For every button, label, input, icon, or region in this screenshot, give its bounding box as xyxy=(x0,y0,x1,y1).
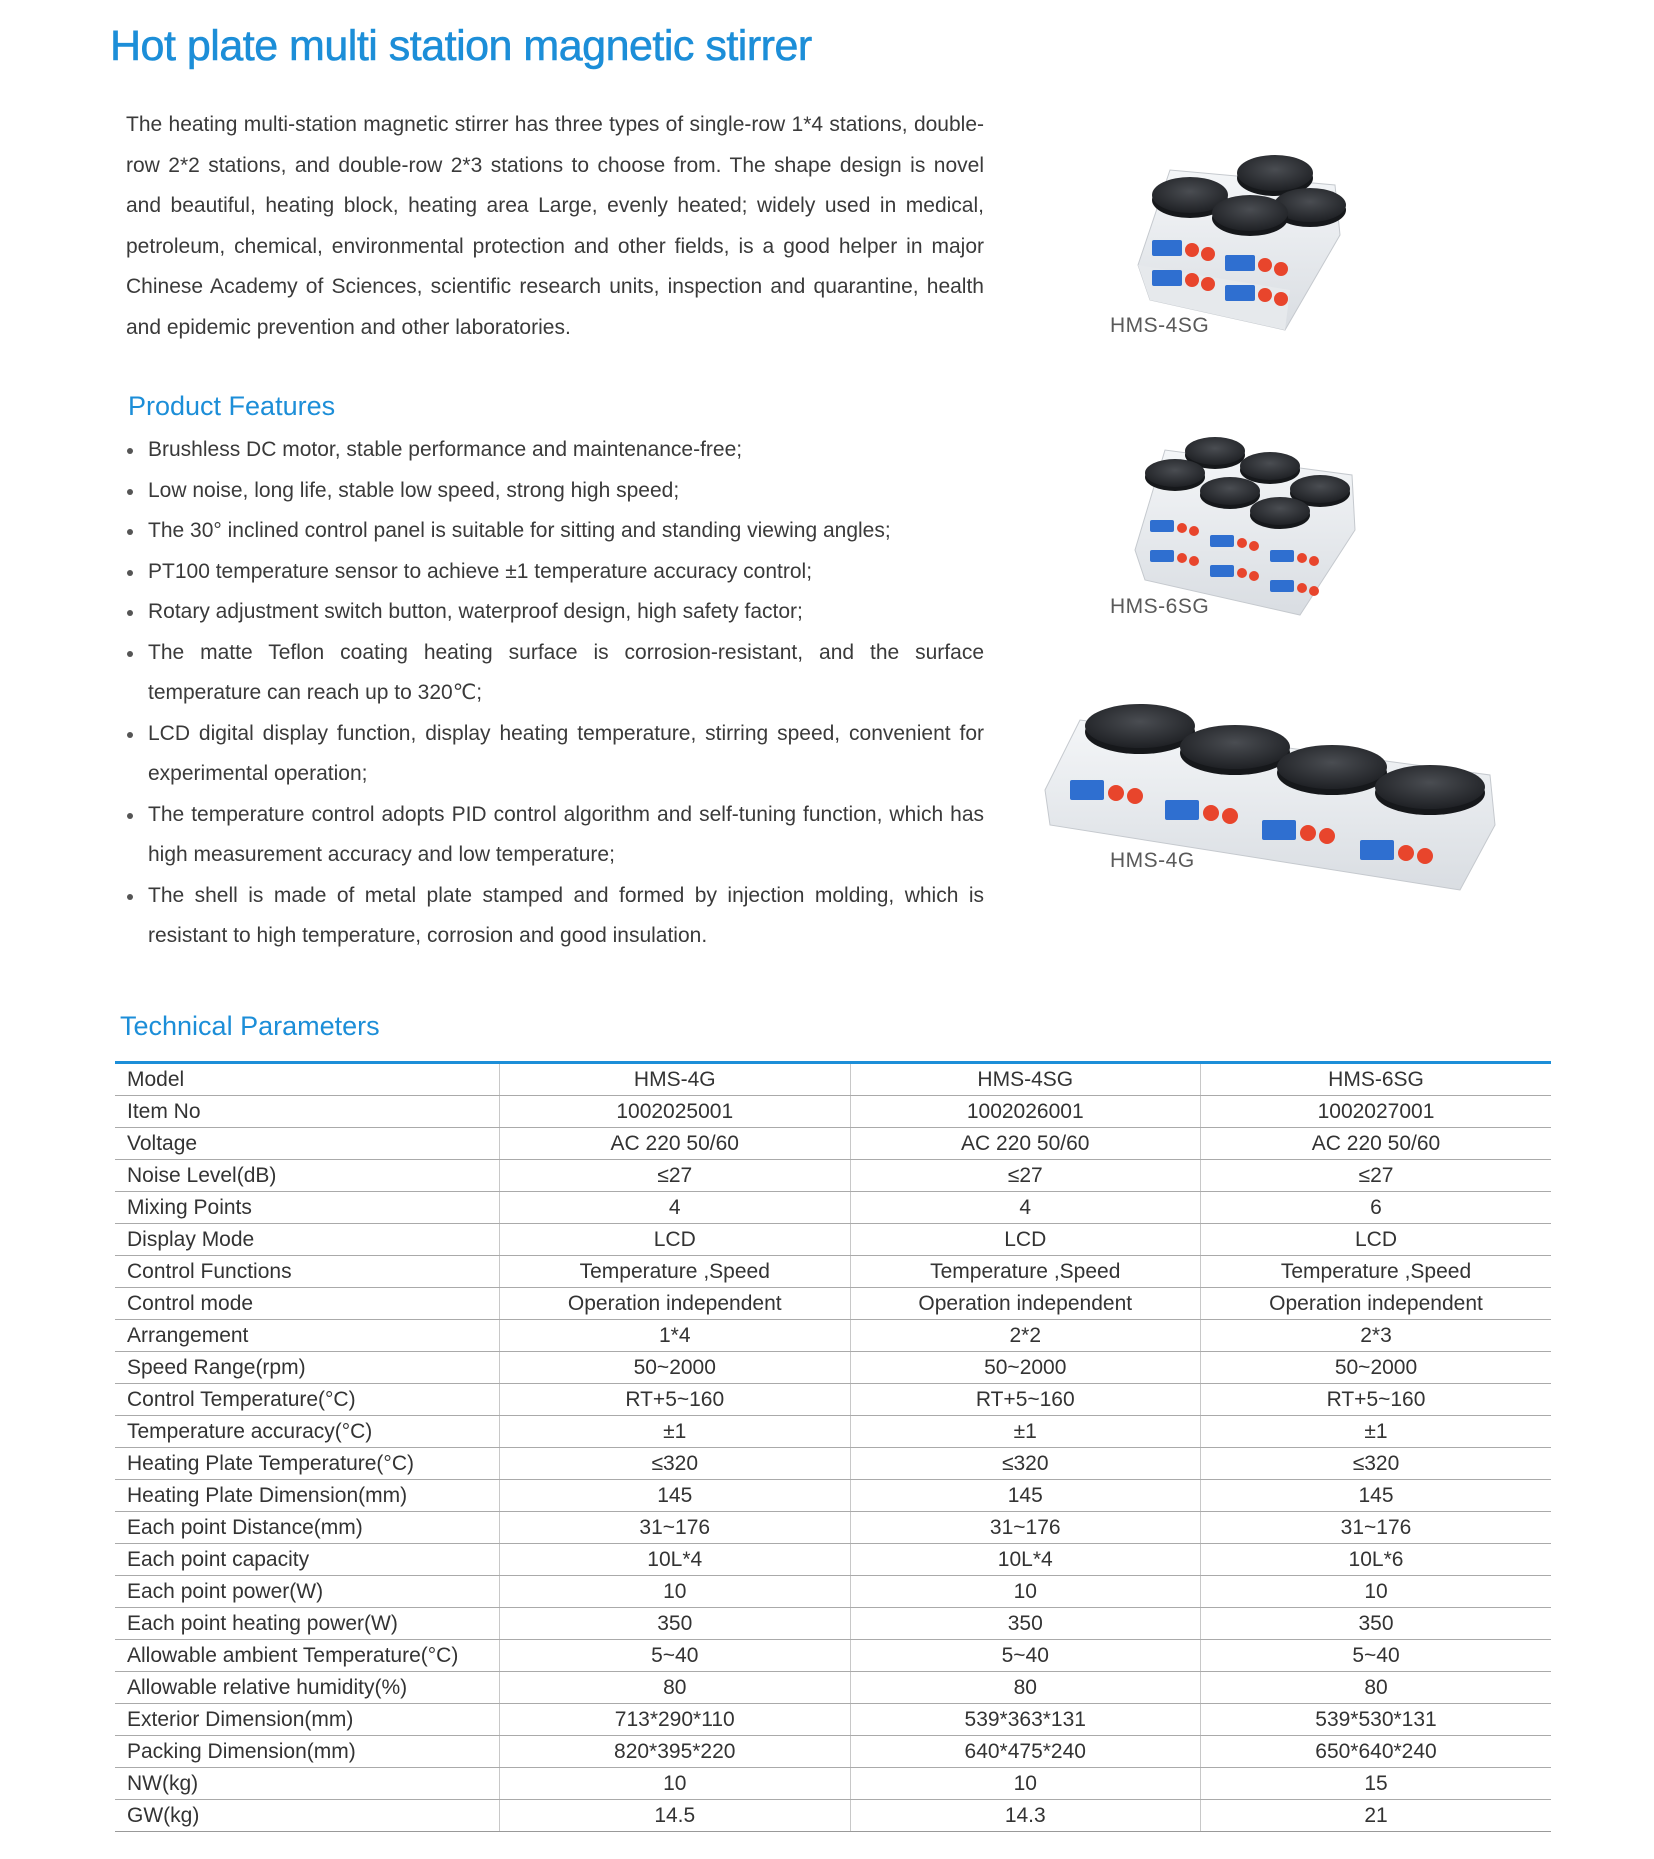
features-list xyxy=(124,430,984,957)
param-value: ≤320 xyxy=(1201,1448,1552,1480)
param-value: HMS-4SG xyxy=(850,1064,1201,1096)
feature-item: Rotary adjustment switch button, waterproof design, high safety factor; xyxy=(124,592,984,633)
param-value: Operation independent xyxy=(1201,1288,1552,1320)
param-value: 820*395*220 xyxy=(500,1736,851,1768)
param-value: 80 xyxy=(1201,1672,1552,1704)
table-row xyxy=(115,1512,1551,1544)
table-row xyxy=(115,1224,1551,1256)
param-value: LCD xyxy=(850,1224,1201,1256)
param-label: GW(kg) xyxy=(115,1800,500,1832)
param-label: Control Temperature(°C) xyxy=(115,1384,500,1416)
product-image-hms-4sg xyxy=(1130,140,1350,340)
feature-item: LCD digital display function, display heating temperature, stirring speed, convenient for experimental operation; xyxy=(124,714,984,795)
intro-paragraph: The heating multi-station magnetic stirrer has three types of single-row 1*4 stations, double-row 2*2 stations, and double-row 2*3 stations to choose from. The shape design is novel and beautiful, heating block, heating area Large, evenly heated; widely used in medical, petroleum, chemical, environmental protection and other fields, is a good helper in major Chinese Academy of Sciences, scientific research units, inspection and quarantine, health and epidemic prevention and other laboratories. xyxy=(126,113,984,339)
param-label: Heating Plate Dimension(mm) xyxy=(115,1480,500,1512)
param-value: ±1 xyxy=(500,1416,851,1448)
feature-item: Low noise, long life, stable low speed, strong high speed; xyxy=(124,471,984,512)
param-value: 80 xyxy=(500,1672,851,1704)
feature-item: PT100 temperature sensor to achieve ±1 temperature accuracy control; xyxy=(124,552,984,593)
table-row xyxy=(115,1256,1551,1288)
param-value: AC 220 50/60 xyxy=(500,1128,851,1160)
param-value: 4 xyxy=(850,1192,1201,1224)
table-row xyxy=(115,1800,1551,1832)
param-value: ±1 xyxy=(850,1416,1201,1448)
param-value: ≤27 xyxy=(850,1160,1201,1192)
param-value: 640*475*240 xyxy=(850,1736,1201,1768)
param-value: RT+5~160 xyxy=(850,1384,1201,1416)
param-value: 50~2000 xyxy=(850,1352,1201,1384)
param-value: 5~40 xyxy=(850,1640,1201,1672)
features-heading: Product Features xyxy=(128,391,336,421)
feature-item: The shell is made of metal plate stamped and formed by injection molding, which is resistant to high temperature, corrosion and good insulation. xyxy=(124,876,984,957)
table-row xyxy=(115,1640,1551,1672)
param-label: Control Functions xyxy=(115,1256,500,1288)
param-value: 713*290*110 xyxy=(500,1704,851,1736)
param-value: 145 xyxy=(850,1480,1201,1512)
feature-item: The matte Teflon coating heating surface is corrosion-resistant, and the surface temperature can reach up to 320℃; xyxy=(124,633,984,714)
product-caption-hms-4g: HMS-4G xyxy=(1110,849,1195,872)
param-value: 2*3 xyxy=(1201,1320,1552,1352)
param-label: Exterior Dimension(mm) xyxy=(115,1704,500,1736)
param-value: 21 xyxy=(1201,1800,1552,1832)
product-image-hms-6sg xyxy=(1130,425,1360,620)
table-row xyxy=(115,1128,1551,1160)
table-row xyxy=(115,1288,1551,1320)
param-value: 31~176 xyxy=(500,1512,851,1544)
param-value: 2*2 xyxy=(850,1320,1201,1352)
table-row xyxy=(115,1096,1551,1128)
param-value: 31~176 xyxy=(850,1512,1201,1544)
table-row xyxy=(115,1352,1551,1384)
table-row xyxy=(115,1480,1551,1512)
param-label: Arrangement xyxy=(115,1320,500,1352)
feature-item: The 30° inclined control panel is suitable for sitting and standing viewing angles; xyxy=(124,511,984,552)
param-value: 14.5 xyxy=(500,1800,851,1832)
param-value: 1002025001 xyxy=(500,1096,851,1128)
param-label: Display Mode xyxy=(115,1224,500,1256)
param-value: LCD xyxy=(500,1224,851,1256)
param-value: 5~40 xyxy=(1201,1640,1552,1672)
param-value: Temperature ,Speed xyxy=(500,1256,851,1288)
page-title: Hot plate multi station magnetic stirrer xyxy=(110,22,812,70)
table-row xyxy=(115,1768,1551,1800)
param-value: 1*4 xyxy=(500,1320,851,1352)
param-value: 50~2000 xyxy=(500,1352,851,1384)
param-label: Each point Distance(mm) xyxy=(115,1512,500,1544)
param-value: LCD xyxy=(1201,1224,1552,1256)
product-caption-hms-4sg: HMS-4SG xyxy=(1110,314,1210,337)
tech-params-heading: Technical Parameters xyxy=(120,1011,380,1041)
param-value: 80 xyxy=(850,1672,1201,1704)
param-value: 1002027001 xyxy=(1201,1096,1552,1128)
param-value: 145 xyxy=(500,1480,851,1512)
param-value: Temperature ,Speed xyxy=(1201,1256,1552,1288)
param-value: 10L*6 xyxy=(1201,1544,1552,1576)
param-label: Temperature accuracy(°C) xyxy=(115,1416,500,1448)
param-value: 145 xyxy=(1201,1480,1552,1512)
param-value: 31~176 xyxy=(1201,1512,1552,1544)
table-row xyxy=(115,1544,1551,1576)
param-value: 1002026001 xyxy=(850,1096,1201,1128)
table-row xyxy=(115,1192,1551,1224)
table-row xyxy=(115,1384,1551,1416)
param-value: 10 xyxy=(1201,1576,1552,1608)
param-value: RT+5~160 xyxy=(1201,1384,1552,1416)
param-label: Noise Level(dB) xyxy=(115,1160,500,1192)
param-value: HMS-6SG xyxy=(1201,1064,1552,1096)
param-value: 50~2000 xyxy=(1201,1352,1552,1384)
param-value: AC 220 50/60 xyxy=(850,1128,1201,1160)
param-label: Speed Range(rpm) xyxy=(115,1352,500,1384)
param-value: 5~40 xyxy=(500,1640,851,1672)
param-value: 10L*4 xyxy=(850,1544,1201,1576)
feature-item: The temperature control adopts PID control algorithm and self-tuning function, which has high measurement accuracy and low temperature; xyxy=(124,795,984,876)
param-value: HMS-4G xyxy=(500,1064,851,1096)
feature-item: Brushless DC motor, stable performance and maintenance-free; xyxy=(124,430,984,471)
param-label: Allowable relative humidity(%) xyxy=(115,1672,500,1704)
param-label: Packing Dimension(mm) xyxy=(115,1736,500,1768)
param-value: 4 xyxy=(500,1192,851,1224)
table-row xyxy=(115,1736,1551,1768)
param-value: 350 xyxy=(1201,1608,1552,1640)
param-label: Each point heating power(W) xyxy=(115,1608,500,1640)
param-value: 10L*4 xyxy=(500,1544,851,1576)
param-label: Each point capacity xyxy=(115,1544,500,1576)
param-value: RT+5~160 xyxy=(500,1384,851,1416)
tech-params-table xyxy=(115,1061,1551,1832)
param-label: Voltage xyxy=(115,1128,500,1160)
param-value: 14.3 xyxy=(850,1800,1201,1832)
param-value: 10 xyxy=(500,1768,851,1800)
param-value: ≤27 xyxy=(1201,1160,1552,1192)
param-value: ≤320 xyxy=(850,1448,1201,1480)
table-row xyxy=(115,1064,1551,1096)
param-value: ±1 xyxy=(1201,1416,1552,1448)
table-row xyxy=(115,1576,1551,1608)
table-row xyxy=(115,1448,1551,1480)
param-label: NW(kg) xyxy=(115,1768,500,1800)
param-value: 539*363*131 xyxy=(850,1704,1201,1736)
param-value: Operation independent xyxy=(850,1288,1201,1320)
table-row xyxy=(115,1320,1551,1352)
param-label: Allowable ambient Temperature(°C) xyxy=(115,1640,500,1672)
param-value: ≤27 xyxy=(500,1160,851,1192)
param-value: 15 xyxy=(1201,1768,1552,1800)
param-label: Heating Plate Temperature(°C) xyxy=(115,1448,500,1480)
param-value: 350 xyxy=(850,1608,1201,1640)
table-row xyxy=(115,1704,1551,1736)
table-row xyxy=(115,1672,1551,1704)
param-label: Model xyxy=(115,1064,500,1096)
product-image-hms-4g xyxy=(1040,700,1500,900)
table-row xyxy=(115,1160,1551,1192)
table-row xyxy=(115,1416,1551,1448)
param-label: Control mode xyxy=(115,1288,500,1320)
param-label: Each point power(W) xyxy=(115,1576,500,1608)
param-label: Mixing Points xyxy=(115,1192,500,1224)
param-value: 10 xyxy=(850,1768,1201,1800)
param-value: ≤320 xyxy=(500,1448,851,1480)
param-value: Operation independent xyxy=(500,1288,851,1320)
param-value: 10 xyxy=(850,1576,1201,1608)
param-label: Item No xyxy=(115,1096,500,1128)
param-value: 650*640*240 xyxy=(1201,1736,1552,1768)
param-value: Temperature ,Speed xyxy=(850,1256,1201,1288)
table-row xyxy=(115,1608,1551,1640)
param-value: AC 220 50/60 xyxy=(1201,1128,1552,1160)
param-value: 539*530*131 xyxy=(1201,1704,1552,1736)
param-value: 6 xyxy=(1201,1192,1552,1224)
param-value: 10 xyxy=(500,1576,851,1608)
param-value: 350 xyxy=(500,1608,851,1640)
product-caption-hms-6sg: HMS-6SG xyxy=(1110,595,1210,618)
